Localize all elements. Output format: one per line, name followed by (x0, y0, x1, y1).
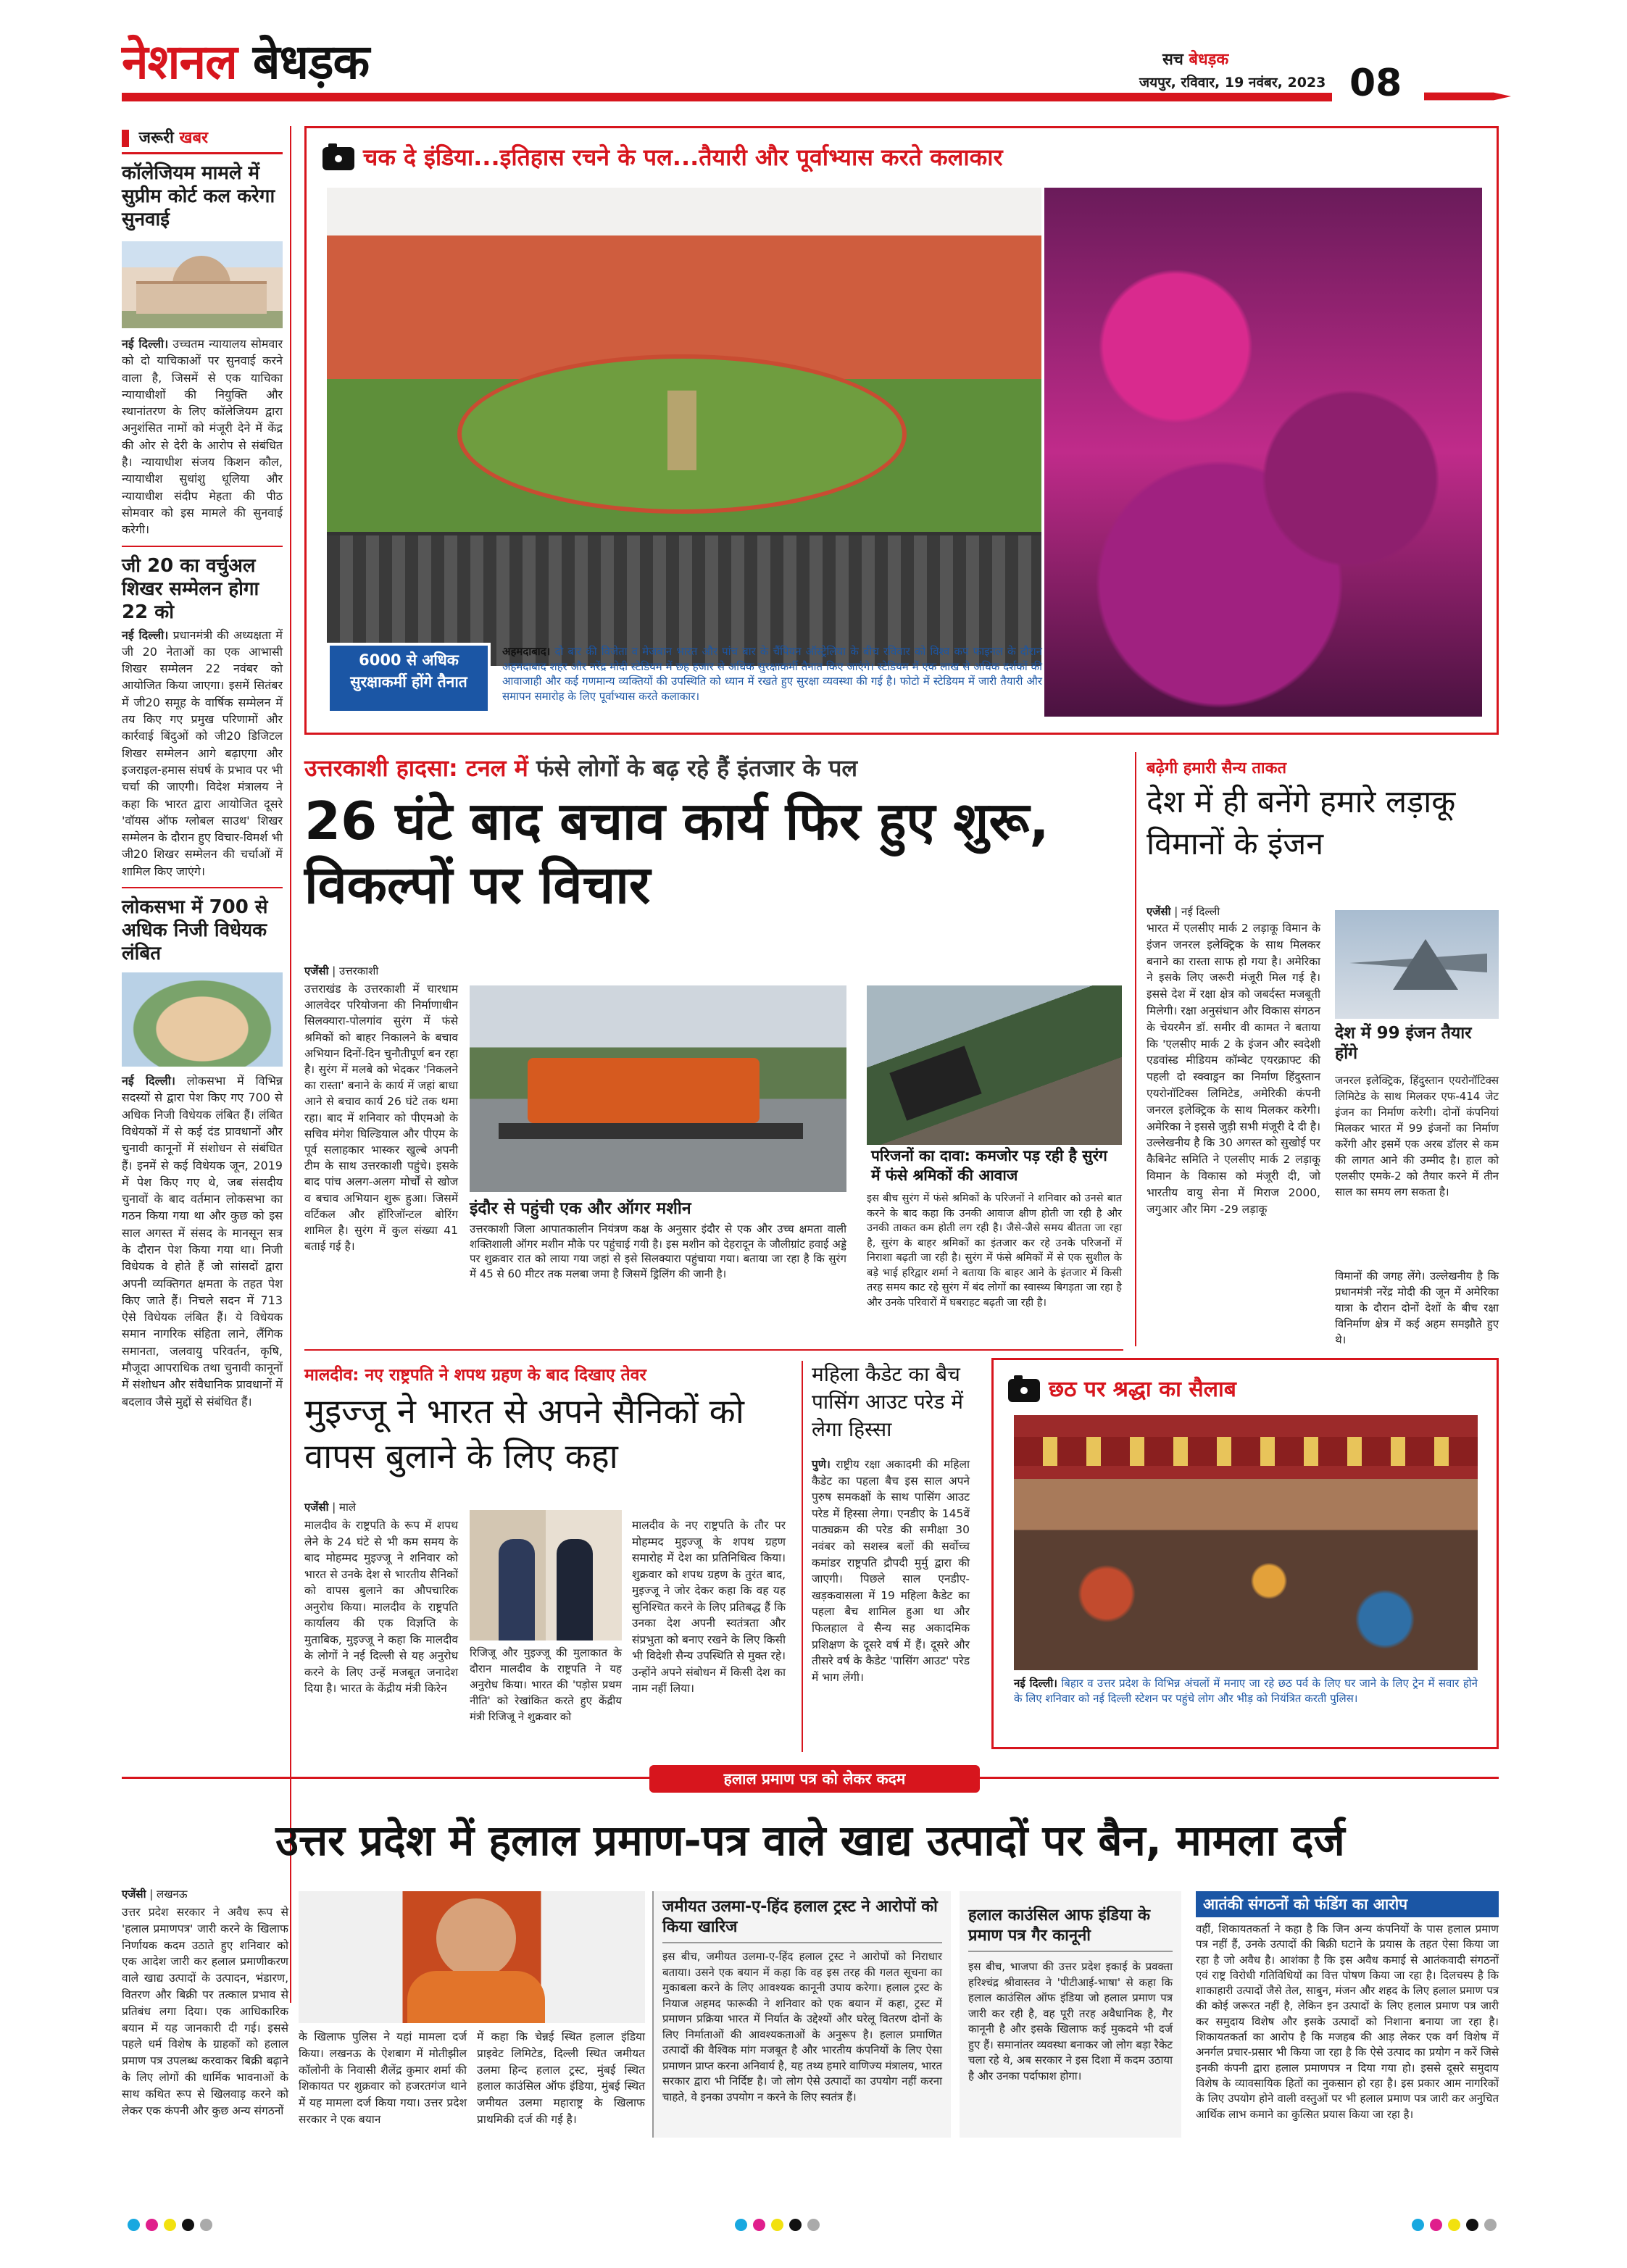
halal-body3: में कहा कि चेन्नई स्थित हलाल इंडिया प्राइवेट लिमिटेड, दिल्ली स्थित जमीयत उलमा हिन्द हलाल ट्रस्ट, मुंबई स्थित हलाल काउंसिल ऑफ इंडिया, मुंबई स्थित जमीयत उलमा महाराष्ट्र के खिलाफ प्राथमिकी दर्ज की गई है। (477, 2030, 645, 2126)
photo-feature-title-text: चक दे इंडिया...इतिहास रचने के पल...तैयारी और पूर्वाभ्यास करते कलाकार (363, 143, 1003, 171)
maldives-cadet-separator (802, 1361, 803, 1752)
halal-band-text: हलाल प्रमाण पत्र को लेकर कदम (723, 1770, 906, 1788)
sidebar-story3-title: लोकसभा में 700 से अधिक निजी विधेयक लंबित (122, 896, 268, 965)
cadet-text: राष्ट्रीय रक्षा अकादमी की महिला कैडेट का पहला बैच इस साल अपने पुरुष समकक्षों के साथ पासिंग आउट परेड में हिस्सा लेगा। एनडीए के 145वें पाठ्यक्रम की परेड की समीक्षा 30 नवंबर को सशस्त्र बलों की सर्वोच्च कमांडर राष्ट्रपति द्रौपदी मुर्मु द्वारा की जाएगी। पिछले साल एनडीए-खड़कवासला में 19 महिला कैडेट का पहला बैच शामिल हुआ था और फिलहाल वे सैन्य सह अकादमिक प्रशिक्षण के दूसरे वर्ष में हैं। दूसरे और तीसरे वर्ष के कैडेट 'पासिंग आउट' परेड में भाग लेंगी। (812, 1458, 970, 1684)
sidebar-story3-text: लोकसभा में विभिन्न सदस्यों से द्वारा पेश किए गए 700 से अधिक निजी विधेयक लंबित हैं। लंबित विधेयकों में से कई दंड प्रावधानों और चुनावी कानूनों में संशोधन से संबंधित हैं। इनमें से कई विधेयक जून, 2019 में पेश किए गए थे, जब संसदीय चुनावों के बाद वर्तमान लोकसभा का गठन किया गया था और कुछ को इस साल अगस्त में संसद के मानसून सत्र के दौरान पेश किया गया था। निजी विधेयक वे होते हैं जो सांसदों द्वारा अपनी व्यक्तिगत क्षमता के तहत पेश किए जाते हैं। निचले सदन में 713 ऐसे विधेयक लंबित हैं। ये विधेयक समान नागरिक संहिता लाने, लैंगिक समानता, जलवायु परिवर्तन, कृषि, मौजूदा आपराधिक तथा चुनावी कानूनों में संशोधन और संवैधानिक प्रावधानों में बदलाव जैसे मुद्दों से संबंधित हैं। (122, 1074, 283, 1409)
army-box-title: देश में 99 इंजन तैयार होंगे (1335, 1024, 1472, 1063)
chhath-caption-place: नई दिल्ली। (1014, 1677, 1057, 1690)
photo-feature (304, 126, 1499, 735)
terror-text: वहीं, शिकायतकर्ता ने कहा है कि जिन अन्य कंपनियों के पास हलाल प्रमाण पत्र नहीं हैं, उनके उत्पादों की बिक्री घटाने के प्रयास के तहत ऐसा किया जा रहा है जो अवैध है। आशंका है कि इस अवैध कमाई से आतंकवादी संगठनों एवं राष्ट्र विरोधी गतिविधियों का वित्त पोषण किया जा रहा है। दिलचस्प है कि शाकाहारी उत्पादों जैसे तेल, साबुन, मंजन और शहद के लिए हलाल प्रमाण पत्र की कोई जरूरत नहीं है, लेकिन इन उत्पादों के लिए हलाल प्रमाण पत्र जारी कर समुदाय विशेष और इसके उत्पादों को निशाना बनाया जा रहा है। शिकायतकर्ता का आरोप है कि मजहब की आड़ लेकर एक वर्ग विशेष में अनर्गल प्रचार-प्रसार भी किया जा रहा है कि ऐसे उत्पाद का प्रयोग न करें जिसे इनकी कंपनी द्वारा हलाल प्रमाणपत्र न दिया गया हो। इससे दूसरे समुदाय विशेष के व्यावसायिक हितों का नुकसान हो रहा है। इस प्रकार आम नागरिकों के लिए उपयोग होने वाली वस्तुओं पर भी हलाल प्रमाण पत्र जारी कर अनुचित आर्थिक लाभ कमाने का कुत्सित प्रयास किया जा रहा है। (1196, 1922, 1499, 2121)
families-caption-box (867, 1145, 1122, 1185)
cadet-headline: महिला कैडेट का बैच पासिंग आउट परेड में लेगा हिस्सा (812, 1362, 963, 1441)
fighter-jet-photo (1335, 910, 1499, 1019)
auger-caption-title: इंदौर से पहुंची एक और ऑगर मशीन (470, 1199, 691, 1218)
army-agency: एजेंसी (1147, 905, 1171, 918)
sidebar (122, 126, 283, 2003)
jamiat-box (652, 1891, 951, 2138)
maldives-headline: मुइज्जू ने भारत से अपने सैनिकों को वापस बुलाने के लिए कहा (304, 1392, 744, 1477)
terror-title-text: आतंकी संगठनों को फंडिंग का आरोप (1203, 1896, 1408, 1913)
families-caption-text: इस बीच सुरंग में फंसे श्रमिकों के परिजनों ने शनिवार को उनसे बात करने के बाद कहा कि उनकी आवाज क्षीण होती जा रही है और उनकी ताकत कम होती लग रही है। जैसे-जैसे समय बीतता जा रहा है, सुरंग के बाहर श्रमिकों का इंतजार कर रहे उनके परिजनों में निराशा बढ़ती जा रही है। सुरंग में फंसे श्रमिकों में से एक सुशील के बड़े भाई हरिद्वार शर्मा ने बताया कि बाहर आने के इंतजार में किसी तरह समय काट रहे सुरंग में बंद लोगों का स्वास्थ्य बिगड़ता जा रहा है और उनके परिवारों में घबराहट बढ़ती जा रही है। (867, 1193, 1122, 1309)
tunnel-kicker (304, 752, 1123, 783)
council-text: इस बीच, भाजपा की उत्तर प्रदेश इकाई के प्रवक्ता हरिश्चंद्र श्रीवास्तव ने 'पीटीआई-भाषा' से कहा कि हलाल काउंसिल ऑफ इंडिया जो हलाल प्रमाण पत्र जारी कर रही है, वह पूरी तरह अवैधानिक है, गैर कानूनी है और इसके खिलाफ कई मुकदमे भी दर्ज हुए हैं। समानांतर व्यवस्था बनाकर जो लोग बड़ा रैकेट चला रहे थे, अब सरकार ने इस दिशा में कदम उठाया है और उनका पर्दाफाश होगा। (968, 1960, 1173, 2083)
dancers-photo (1044, 188, 1482, 717)
footer-registration-center (732, 2219, 823, 2234)
maldives-kicker-red: मालदीव: (304, 1366, 359, 1385)
tunnel-place: उत्तरकाशी (339, 964, 379, 977)
army-headline: देश में ही बनेंगे हमारे लड़ाकू विमानों के इंजन (1147, 784, 1456, 862)
masthead-rule (122, 93, 1332, 101)
chhath-caption (1014, 1676, 1478, 1706)
brand-prefix: सच (1162, 51, 1183, 69)
terror-title (1196, 1891, 1499, 1917)
terror-funding-box (1196, 1891, 1499, 2138)
sidebar-story1-body (122, 335, 283, 538)
army-kicker: बढ़ेगी हमारी सैन्य ताकत (1147, 759, 1287, 777)
parliament-photo (122, 972, 283, 1067)
photo-feature-title (323, 141, 1003, 172)
chhath-feature (991, 1358, 1499, 1749)
sidebar-story1-title: कॉलेजियम मामले में सुप्रीम कोर्ट कल करेगा सुनवाई (122, 162, 275, 230)
photo-feature-caption (502, 644, 1042, 704)
sidebar-separator (290, 126, 291, 2003)
sidebar-header (122, 126, 283, 154)
brand-name: बेधड़क (1189, 51, 1229, 69)
security-badge-text: 6000 से अधिक सुरक्षाकर्मी होंगे तैनात (350, 651, 467, 691)
maldives-agency: एजेंसी (304, 1501, 329, 1514)
security-badge (327, 643, 491, 714)
sidebar-story1-text: उच्चतम न्यायालय सोमवार को दो याचिकाओं पर सुनवाई करने वाला है, जिसमें से एक याचिका न्यायाधीशों की नियुक्ति और स्थानांतरण के लिए कॉलेजियम द्वारा अनुशंसित नामों को मंजूरी देने में केंद्र की ओर से देरी के आरोप से संबंधित है। न्यायाधीश संजय किशन कौल, न्यायाधीश सुधांशु धूलिया और न्यायाधीश संदीप मेहता की पीठ सोमवार को इस मामले की सुनवाई करेगी। (122, 337, 283, 537)
halal-body1: उत्तर प्रदेश सरकार ने अवैध रूप से 'हलाल प्रमाणपत्र' जारी करने के खिलाफ निर्णायक कदम उठाते हुए शनिवार को एक आदेश जारी कर हलाल प्रमाणीकरण वाले खाद्य उत्पादों के उत्पादन, भंडारण, वितरण और बिक्री पर तत्काल प्रभाव से प्रतिबंध लगा दिया। एक आधिकारिक बयान में यह जानकारी दी गई। इससे पहले धर्म विशेष के ग्राहकों को हलाल प्रमाण पत्र उपलब्ध करवाकर बिक्री बढ़ाने के लिए लोगों की धार्मिक भावनाओं के साथ कथित रूप से खिलवाड़ करने को लेकर एक कंपनी और कुछ अन्य संगठनों (122, 1906, 288, 2117)
army-story (1147, 756, 1499, 865)
halal-body2: के खिलाफ पुलिस ने यहां मामला दर्ज किया। लखनऊ के ऐशबाग में मोतीझील कॉलोनी के निवासी शैलेंद्र कुमार शर्मा की शिकायत पर शुक्रवार को हजरतगंज थाने में यह मामला दर्ज किया गया। उत्तर प्रदेश सरकार ने एक बयान (299, 2030, 467, 2126)
footer-registration-left (125, 2219, 215, 2234)
families-caption-title: परिजनों का दावा: कमजोर पड़ रही है सुरंग में फंसे श्रमिकों की आवाज (871, 1147, 1107, 1184)
halal-byline: एजेंसी | लखनऊ (122, 1888, 188, 1901)
tunnel-byline: एजेंसी | उत्तरकाशी (304, 964, 379, 977)
army-body: भारत में एलसीए मार्क 2 लड़ाकू विमान के इंजन जनरल इलेक्ट्रिक के साथ मिलकर बनाने का रास्ता साफ हो गया है। अमेरिका ने इसके लिए जरूरी मंजूरी मिल गई है। इससे देश में रक्षा क्षेत्र को जबर्दस्त मजबूती मिलेगी। रक्षा अनुसंधान और विकास संगठन के चेयरमैन डॉ. समीर वी कामत ने बताया कि 'एलसीए मार्क 2 के इंजन और स्वदेशी एडवांस्ड मीडियम कॉम्बेट एयरक्राफ्ट की पहली दो स्क्वाड्रन का निर्माण हिंदुस्तान एयरोनॉटिक्स लिमिटेड, अमेरिकी कंपनी जनरल इलेक्ट्रिक के साथ मिलकर करेगी। अमेरिका ने इससे जुड़ी सभी मंजूरी दे दी है। उल्लेखनीय है कि 30 अगस्त को सुखोई पर कैबिनेट समिति ने एलसीए मार्क 2 लड़ाकू विमान के विकास को मंजूरी दी, जो भारतीय वायु सेना में मिराज 2000, जगुआर और मिग -29 लड़ाकू (1147, 922, 1320, 1216)
sidebar-header-2: खबर (179, 129, 209, 147)
maldives-meeting-photo (470, 1510, 622, 1640)
army-place: नई दिल्ली (1181, 905, 1220, 918)
council-title: हलाल काउंसिल आफ इंडिया के प्रमाण पत्र गैर कानूनी (968, 1897, 1173, 1952)
halal-place: लखनऊ (157, 1888, 188, 1901)
maldives-place: माले (339, 1501, 357, 1514)
stadium-photo (327, 188, 1041, 666)
tunnel-army-separator (1135, 752, 1136, 1346)
tunnel-bottom-rule (304, 1349, 1123, 1351)
sidebar-header-bar (122, 130, 129, 147)
army-box-text: जनरल इलेक्ट्रिक, हिंदुस्तान एयरोनॉटिक्स लिमिटेड के साथ मिलकर एफ-414 जेट इंजन का निर्माण करेगी। दोनों कंपनियां मिलकर भारत में 99 इंजनों का निर्माण करेंगी और इसमें एक अरब डॉलर से कम की लागत आने की उम्मीद है। हाल को एलसीए एमके-2 को तैयार करने में तीन साल का समय लग सकता है। (1335, 1074, 1499, 1198)
pen-icon (1424, 90, 1511, 103)
halal-band-label (649, 1765, 980, 1793)
maldives-body2: मालदीव के नए राष्ट्रपति के तौर पर मोहम्मद मुइज्जू के शपथ ग्रहण समारोह में देश का प्रतिनिधित्व किया। शुक्रवार को शपथ ग्रहण के तुरंत बाद, मुइज्जू ने जोर देकर कहा कि वह यह सुनिश्चित करने के लिए प्रतिबद्ध हैं कि उनका देश अपनी स्वतंत्रता और संप्रभुता को बनाए रखने के लिए किसी भी विदेशी सैन्य उपस्थिति से मुक्त रहे। उन्होंने अपने संबोधन में किसी देश का नाम नहीं लिया। (632, 1519, 786, 1695)
brand-label (1162, 48, 1228, 70)
sidebar-divider (122, 887, 283, 888)
dateline: जयपुर, रविवार, 19 नवंबर, 2023 (1139, 75, 1326, 91)
camera-icon (1008, 1379, 1040, 1402)
auger-caption-text: उत्तरकाशी जिला आपातकालीन नियंत्रण कक्ष के अनुसार इंदौर से एक और उच्च क्षमता वाली शक्तिशाली ऑगर मशीन मौके पर पहुंचाई गयी है। इस मशीन को देहरादून के जौलीग्रांट हवाई अड्डे पर शुक्रवार रात को लाया गया जहां से इसे सिलक्यारा पहुंचाया गया। बताया जा रहा है कि सुरंग में 45 से 60 मीटर तक मलबा जमा है जिसमें ड्रिलिंग की जानी है। (470, 1222, 846, 1280)
maldives-story (304, 1362, 797, 1480)
supreme-court-photo (122, 241, 283, 328)
sidebar-story3-body (122, 1072, 283, 1410)
sidebar-story2-text: प्रधानमंत्री की अध्यक्षता में जी 20 नेताओं का एक आभासी शिखर सम्मेलन 22 नवंबर को आयोजित किया जाएगा। इसमें सितंबर में जी20 समूह के वार्षिक सम्मेलन में तय किए गए प्रमुख परिणामों और कार्रवाई बिंदुओं को जी20 डिजिटल शिखर सम्मेलन आगे बढ़ाएगा और इजराइल-हमास संघर्ष के प्रभाव पर भी चर्चा की जाएगी। विदेश मंत्रालय ने कहा कि भारत द्वारा आयोजित दूसरे 'वॉयस ऑफ ग्लोबल साउथ' शिखर सम्मेलन के दौरान हुए विचार-विमर्श भी जी20 शिखर सम्मेलन की चर्चाओं में शामिल किए जाएंगे। (122, 628, 283, 878)
maldives-kicker-rest: नए राष्ट्रपति ने शपथ ग्रहण के बाद दिखाए तेवर (365, 1366, 646, 1385)
maldives-body1: मालदीव के राष्ट्रपति के रूप में शपथ लेने के 24 घंटे से भी कम समय के बाद मोहम्मद मुइज्जू ने शनिवार को भारत से उनके देश से भारतीय सैनिकों को वापस बुलाने का औपचारिक अनुरोध किया। मालदीव के राष्ट्रपति कार्यालय की एक विज्ञप्ति के मुताबिक, मुइज्जू ने कहा कि मालदीव के लोगों ने नई दिल्ली से यह अनुरोध करने के लिए उन्हें मजबूत जनादेश दिया है। भारत के केंद्रीय मंत्री किरेन (304, 1519, 458, 1695)
tunnel-kicker-rest: फंसे लोगों के बढ़ रहे हैं इंतजार के पल (536, 754, 858, 782)
auger-caption (470, 1196, 846, 1281)
photo-feature-caption-place: अहमदाबाद। (502, 645, 551, 658)
jamiat-text: इस बीच, जमीयत उलमा-ए-हिंद हलाल ट्रस्ट ने आरोपों को निराधार बताया। उसने एक बयान में कहा कि वह इस तरह की गलत सूचना का मुकाबला करने के लिए आवश्यक कानूनी उपाय करेगा। हलाल ट्रस्ट के नियाज अहमद फारूकी ने शनिवार को एक बयान में कहा, ट्रस्ट में प्रमाणन प्रक्रिया भारत में निर्यात के उद्देश्यों और घरेलू वितरण दोनों के लिए निर्माताओं की आवश्यकताओं के अनुरूप है। हलाल प्रमाणित उत्पादों की वैश्विक मांग मजबूत है और भारतीय कंपनियों के लिए ऐसा प्रमाणन प्राप्त करना अनिवार्य है, यह तथ्य हमारे वाणिज्य मंत्रालय, भारत सरकार द्वारा भी निर्दिष्ट है। जो लोग ऐसे उत्पादों का उपयोग नहीं करना चाहते, वे इनका उपयोग न करने के लिए स्वतंत्र हैं। (662, 1950, 942, 2104)
footer-registration-right (1409, 2219, 1499, 2234)
sidebar-story2-title: जी 20 का वर्चुअल शिखर सम्मेलन होगा 22 को (122, 554, 259, 623)
photo-feature-caption-text: दो बार की विजेता व मेजबान भारत और पांच बार के चैंपियन ऑस्ट्रेलिया के बीच रविवार को विश्व कप फाइनल के दौरान अहमदाबाद शहर और नरेंद्र मोदी स्टेडियम में छह हजार से अधिक सुरक्षाकर्मी तैनात किए जाएंगे। स्टेडियम में एक लाख से अधिक दर्शकों की आवाजाही और कई गणमान्य व्यक्तियों की उपस्थिति को ध्यान में रखते हुए सुरक्षा व्यवस्था की गई है। फोटो में स्टेडियम में जारी तैयारी और समापन समारोह के लिए पूर्वाभ्यास करते कलाकार। (502, 645, 1042, 703)
camera-icon (323, 147, 354, 170)
maldives-kicker (304, 1362, 797, 1385)
chhath-title (1008, 1373, 1236, 1403)
halal-headline: उत्तर प्रदेश में हलाल प्रमाण-पत्र वाले खाद्य उत्पादों पर बैन, मामला दर्ज (275, 1816, 1345, 1865)
sidebar-header-1: जरूरी (138, 129, 174, 147)
jamiat-title: जमीयत उलमा-ए-हिंद हलाल ट्रस्ट ने आरोपों को किया खारिज (662, 1897, 942, 1943)
tunnel-body: उत्तराखंड के उत्तरकाशी में चारधाम आलवेदर परियोजना की निर्माणाधीन सिलक्यारा-पोलगांव सुरंग में फंसे श्रमिकों को बाहर निकालने के बचाव अभियान दिनों-दिन चुनौतीपूर्ण बन रहा है। सुरंग में मलबे को भेदकर 'निकलने का रास्ता' बनाने के कार्य में जहां बाधा आने से बचाव कार्य 26 घंटे तक थमा रहा। बाद में शनिवार को पीएमओ के सचिव मंगेश घिल्डियाल और पीएम के पूर्व सलाहकार भास्कर खुल्बे अपनी टीम के साथ उत्तरकाशी पहुंचे। इसके बाद पांच अलग-अलग मोर्चों से खोज व बचाव अभियान शुरू हुआ। जिसमें वर्टिकल और हॉरिजॉन्टल बोरिंग शामिल है। सुरंग में कुल संख्या 41 बताई गई है। (304, 983, 458, 1254)
army-byline: एजेंसी | नई दिल्ली (1147, 905, 1220, 918)
chhath-title-text: छठ पर श्रद्धा का सैलाब (1049, 1377, 1236, 1402)
masthead-title (122, 28, 369, 93)
maldives-byline: एजेंसी | माले (304, 1501, 357, 1514)
tunnel-headline: 26 घंटे बाद बचाव कार्य फिर हुए शुरू, विकल्पों पर विचार (304, 791, 1049, 915)
yogi-photo (299, 1891, 645, 2023)
masthead (0, 0, 1627, 109)
army-box-text2: विमानों की जगह लेंगे। उल्लेखनीय है कि प्रधानमंत्री नरेंद्र मोदी की जून में अमेरिका यात्रा के दौरान दोनों देशों के बीच रक्षा विनिर्माण क्षेत्र में कई अहम समझौते हुए थे। (1335, 1270, 1499, 1346)
maldives-photo-caption: रिजिजू और मुइज्जू की मुलाकात के दौरान मालदीव के राष्ट्रपति ने यह अनुरोध किया। भारत की 'पड़ोस प्रथम नीति' को रेखांकित करते हुए केंद्रीय मंत्री रिजिजू ने शुक्रवार को (470, 1646, 622, 1723)
sidebar-divider (122, 546, 283, 547)
halal-agency: एजेंसी (122, 1888, 146, 1901)
sidebar-story1-dateline: नई दिल्ली। (122, 337, 169, 351)
tunnel-site-photo (867, 985, 1122, 1167)
auger-machine-photo (470, 985, 846, 1192)
sidebar-story2-body (122, 627, 283, 880)
masthead-title-part2: बेधड़क (252, 34, 370, 90)
sidebar-story2-dateline: नई दिल्ली। (122, 628, 169, 642)
sidebar-story3-dateline: नई दिल्ली। (122, 1074, 175, 1088)
tunnel-kicker-red: उत्तरकाशी हादसा: टनल में (304, 754, 528, 782)
masthead-title-part1: नेशनल (122, 34, 237, 90)
chhath-caption-text: बिहार व उत्तर प्रदेश के विभिन्न अंचलों में मनाए जा रहे छठ पर्व के लिए घर जाने के लिए ट्रेन में सवार होने के लिए शनिवार को नई दिल्ली स्टेशन पर पहुंचे लोग और भीड़ को नियंत्रित करती पुलिस। (1014, 1677, 1478, 1705)
cadet-dateline: पुणे। (812, 1458, 831, 1471)
cadet-body (812, 1456, 970, 1685)
tunnel-agency: एजेंसी (304, 964, 329, 977)
council-box (960, 1891, 1181, 2138)
page-number: 08 (1347, 65, 1405, 101)
chhath-crowd-photo (1014, 1415, 1478, 1670)
